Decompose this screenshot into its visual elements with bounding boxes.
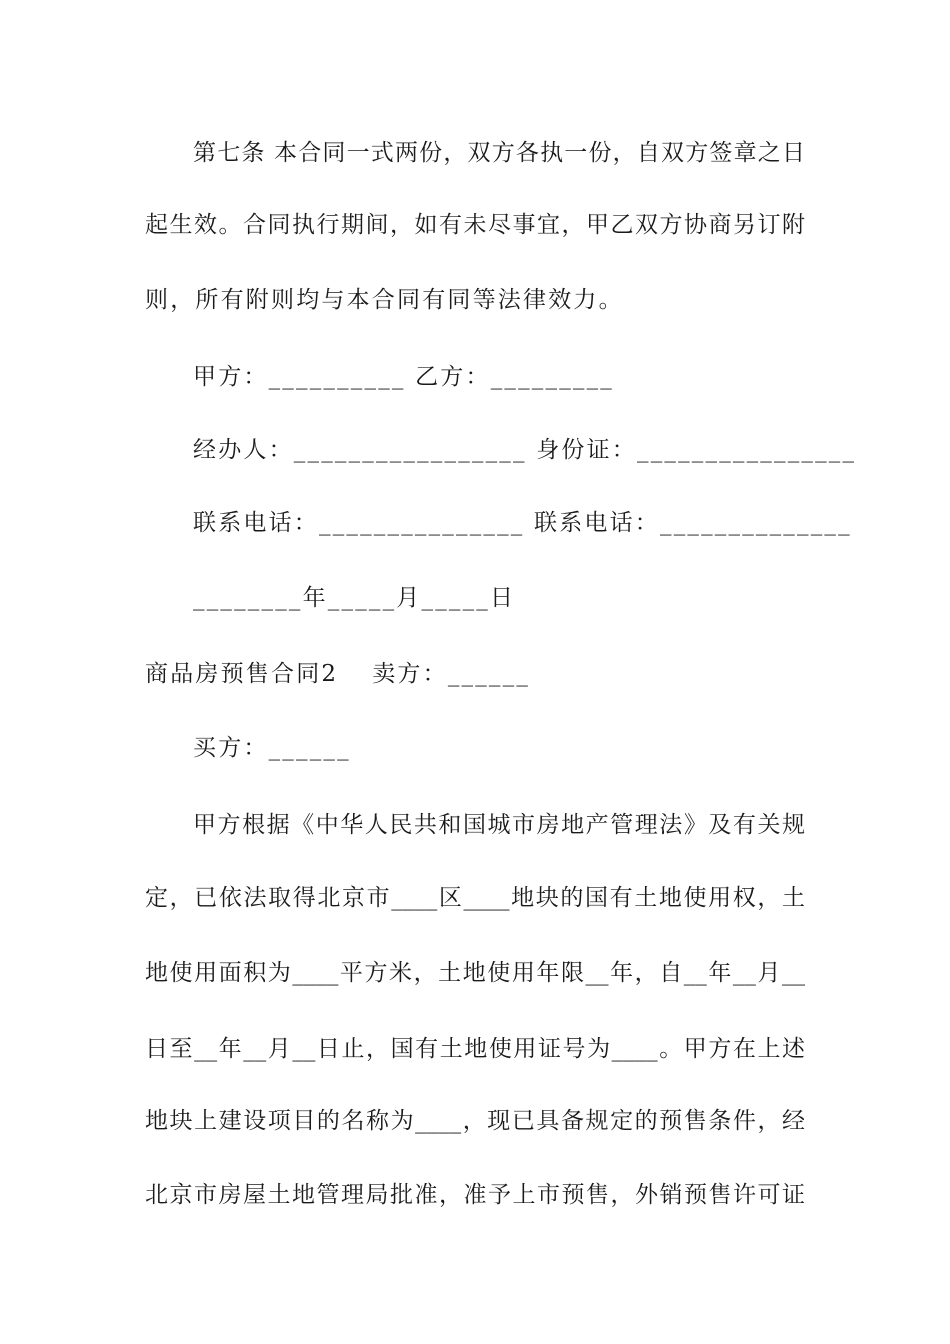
body-line-4: 日至__年__月__日止，国有土地使用证号为____。甲方在上述 [145, 1036, 805, 1062]
body-line-1: 甲方根据《中华人民共和国城市房地产管理法》及有关规 [193, 812, 805, 838]
body-line-3: 地使用面积为____平方米，土地使用年限__年，自__年__月__ [145, 960, 805, 986]
article-7-line-3: 则，所有附则均与本合同有同等法律效力。 [145, 287, 624, 313]
body-line-5: 地块上建设项目的名称为____，现已具备规定的预售条件，经 [145, 1108, 805, 1134]
date-line: ________年_____月_____日 [193, 585, 516, 611]
buyer-field: 买方：______ [193, 735, 351, 761]
article-7-line-2: 起生效。合同执行期间，如有未尽事宜，甲乙双方协商另订附 [145, 212, 805, 238]
phone-line: 联系电话：_______________ 联系电话：______________ [193, 510, 852, 536]
contract-2-heading-line [145, 659, 530, 689]
seller-field: 卖方：______ [372, 661, 531, 687]
contract-2-heading: 商品房预售合同2 [145, 661, 339, 687]
agent-id-line: 经办人：_________________ 身份证：________________ [193, 437, 857, 463]
article-7-line-1: 第七条 本合同一式两份，双方各执一份，自双方签章之日 [193, 140, 805, 166]
body-line-6: 北京市房屋土地管理局批准，准予上市预售，外销预售许可证 [145, 1182, 805, 1208]
body-line-2: 定，已依法取得北京市____区____地块的国有土地使用权，土 [145, 885, 805, 911]
party-signature-line: 甲方：__________ 乙方：_________ [193, 364, 615, 390]
